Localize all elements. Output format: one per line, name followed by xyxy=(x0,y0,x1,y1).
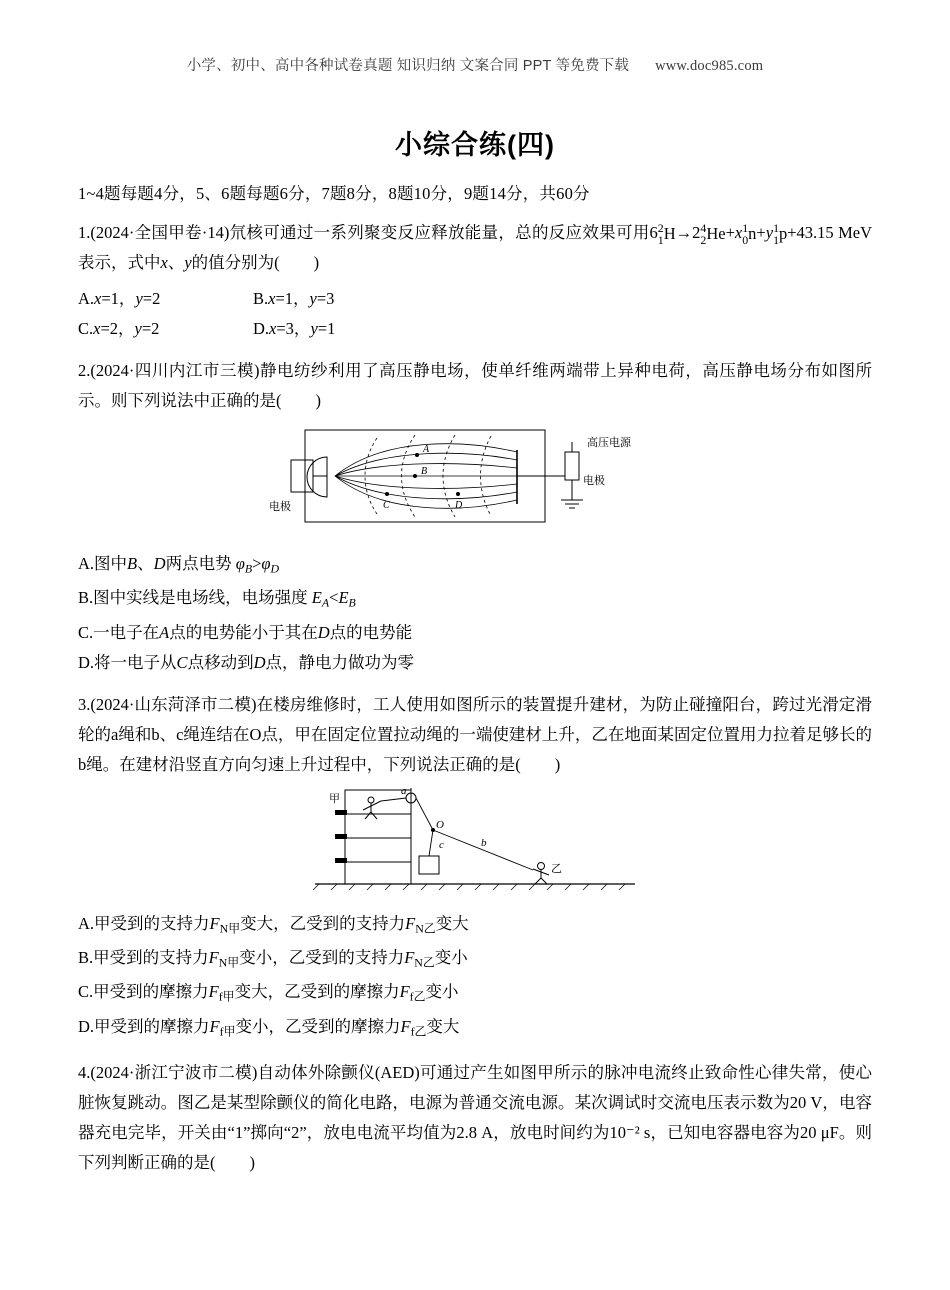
page-title: 小综合练(四) xyxy=(395,130,555,160)
figure-label-c: c xyxy=(439,838,444,851)
nuclide-he: 4 2 He xyxy=(700,220,726,248)
figure-label-power-supply: 高压电源 xyxy=(587,437,631,449)
q1-options-2 xyxy=(78,314,872,344)
q1-option-b[interactable]: B.x=1，y=3 xyxy=(253,289,335,308)
figure-label-A: A xyxy=(423,444,430,455)
q4-text-end: ) xyxy=(249,1152,255,1172)
q2-option-c[interactable]: C.一电子在A点的电势能小于其在D点的电势能 xyxy=(78,622,413,642)
electrostatic-field-diagram xyxy=(265,422,685,532)
figure-label-yi: 乙 xyxy=(551,862,562,875)
q3-text-end: ) xyxy=(554,754,561,774)
figure-label-electrode-left: 电极 xyxy=(269,501,291,513)
q2-number: 2. xyxy=(78,361,91,380)
figure-q3-wrapper xyxy=(78,786,872,901)
pulley-building-diagram xyxy=(305,786,645,896)
figure-label-b: b xyxy=(481,836,487,849)
header-site-url: www.doc985.com xyxy=(655,58,764,74)
q1-text-before: 氘核可通过一系列聚变反应释放能量，总的反应效果可用 xyxy=(229,223,650,242)
figure-label-electrode-right: 电极 xyxy=(583,475,605,487)
question-3 xyxy=(78,690,872,780)
q1-options xyxy=(78,284,872,314)
q4-number: 4. xyxy=(78,1062,91,1082)
page-bottom-spacer xyxy=(78,1184,872,1274)
figure-label-a: a xyxy=(401,785,407,797)
q1-option-a[interactable]: A.x=1，y=2 xyxy=(78,289,161,308)
nuclide-h: 2 1 H xyxy=(657,220,676,248)
q1-number: 1. xyxy=(78,223,91,242)
q3-number: 3. xyxy=(78,694,91,714)
header-promo-text: 小学、初中、高中各种试卷真题 知识归纳 文案合同 PPT 等免费下载 xyxy=(186,58,630,74)
figure-label-C: C xyxy=(383,500,390,511)
q3-option-d[interactable]: D.甲受到的摩擦力$F_{f甲}$变小，乙受到的摩擦力$F_{f乙}$变大 xyxy=(78,1016,460,1038)
q2-option-a[interactable]: A.图中B、D两点电势 $\varphi_B>\varphi_D$ xyxy=(78,554,280,576)
nuclide-n: 1 0 n xyxy=(742,220,757,248)
figure-label-jia: 甲 xyxy=(329,792,340,805)
q2-option-d[interactable]: D.将一电子从C点移动到D点，静电力做功为零 xyxy=(78,652,414,672)
q2-text-end: ) xyxy=(315,391,321,410)
q3-option-c[interactable]: C.甲受到的摩擦力$F_{f甲}$变大，乙受到的摩擦力$F_{f乙}$变小 xyxy=(78,982,459,1004)
figure-label-O: O xyxy=(436,818,444,831)
q3-text: 在楼房维修时，工人使用如图所示的装置提升建材，为防止碰撞阳台，跨过光滑定滑轮的a绳和b、c绳连结在O点，甲在固定位置拉动绳的一端使建材上升，乙在地面某固定位置用力拉着足够长的b绳。在建材沿竖直方向匀速上升过程中，下列说法正确的是( xyxy=(78,694,873,774)
question-1: 1.(2024·全国甲卷·14)氘核可通过一系列聚变反应释放能量，总的反应效果可用6 2 1 H→2 4 2 He+x 1 0 n+y 1 1 p+43.15 MeV 表示，式中x、y的值分别为( ) xyxy=(78,220,873,272)
q1-option-c[interactable]: C.x=2，y=2 xyxy=(78,319,160,338)
q4-source: (2024·浙江宁波市二模) xyxy=(90,1062,258,1082)
q3-option-a[interactable]: A.甲受到的支持力$F_{N甲}$变大，乙受到的支持力$F_{N乙}$变大 xyxy=(78,913,469,935)
figure-label-D: D xyxy=(455,500,463,511)
q1-option-d[interactable]: D.x=3，y=1 xyxy=(253,319,336,338)
question-2 xyxy=(78,356,872,416)
q2-source: (2024·四川内江市三模) xyxy=(90,361,260,380)
question-4 xyxy=(78,1058,872,1178)
q3-option-b[interactable]: B.甲受到的支持力$F_{N甲}$变小，乙受到的支持力$F_{N乙}$变小 xyxy=(78,947,468,970)
q1-source: (2024·全国甲卷·14) xyxy=(90,223,230,242)
page-header xyxy=(78,0,872,75)
figure-q2-wrapper xyxy=(78,422,872,537)
q2-text: 静电纺纱利用了高压静电场，使单纤维两端带上异种电荷，高压静电场分布如图所示。则下列说法中正确的是( xyxy=(78,361,873,410)
q4-text: 自动体外除颤仪(AED)可通过产生如图甲所示的脉冲电流终止致命性心律失常，使心脏恢复跳动。图乙是某型除颤仪的简化电路，电源为普通交流电源。某次调试时交流电压表示数为20 V，电容器充电完毕，开关由“1”掷向“2”，放电电流平均值为2.8 A，放电时间约为10⁻² s，已知电容器电容为20 μF。则下列判断正确的是( xyxy=(78,1062,872,1172)
figure-label-B: B xyxy=(421,466,428,477)
nuclide-p: 1 1 p xyxy=(773,220,788,248)
q2-option-b[interactable]: B.图中实线是电场线，电场强度 $E_A<E_B$ xyxy=(78,588,356,610)
q3-source: (2024·山东菏泽市二模) xyxy=(90,694,257,714)
score-instruction: 1~4题每题4分，5、6题每题6分，7题8分，8题10分，9题14分，共60分 xyxy=(78,184,590,203)
